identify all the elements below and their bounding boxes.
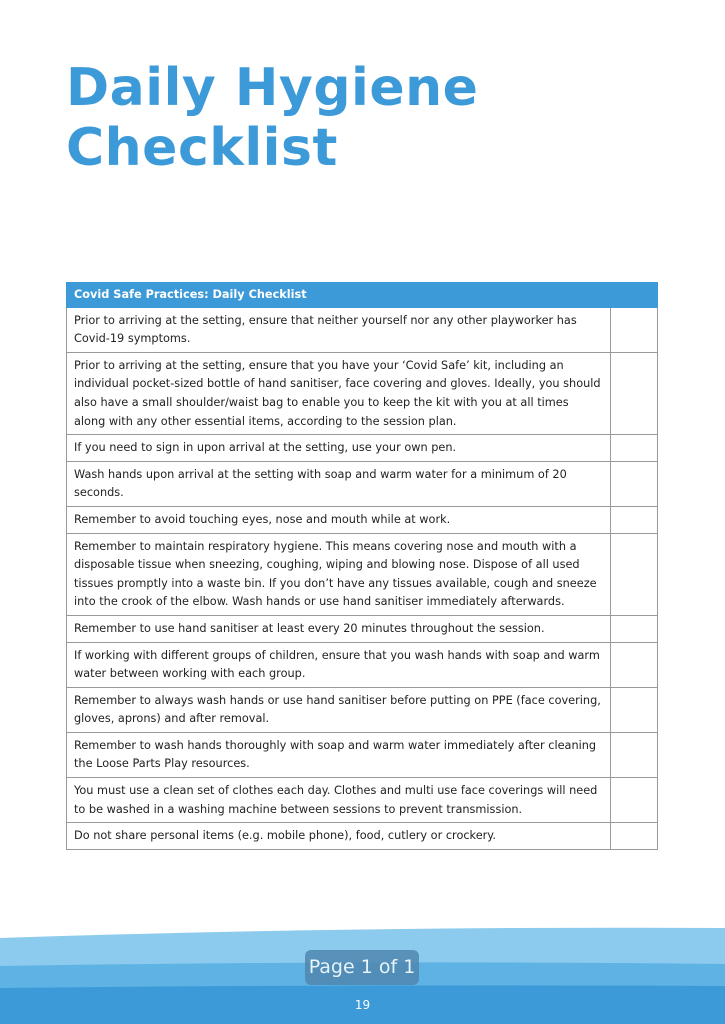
checklist-header-row — [67, 283, 658, 308]
checklist-row — [67, 352, 658, 434]
checklist-row — [67, 506, 658, 533]
checklist-item-text: Remember to use hand sanitiser at least every 20 minutes throughout the session. — [67, 615, 611, 642]
checklist-table — [66, 282, 658, 850]
checklist-checkbox[interactable] — [611, 687, 658, 732]
checklist-checkbox[interactable] — [611, 506, 658, 533]
checklist-checkbox[interactable] — [611, 823, 658, 850]
checklist-row — [67, 435, 658, 462]
checklist-item-text: Wash hands upon arrival at the setting with soap and warm water for a minimum of 20 seconds. — [67, 461, 611, 506]
checklist-checkbox[interactable] — [611, 732, 658, 777]
page-title-line-1: Daily Hygiene — [66, 58, 479, 118]
checklist-row — [67, 687, 658, 732]
page-title — [66, 58, 478, 178]
page-number: 19 — [354, 998, 371, 1012]
checklist-item-text: Prior to arriving at the setting, ensure that neither yourself nor any other playworker has Covid-19 symptoms. — [67, 307, 611, 352]
checklist-item-text: Remember to maintain respiratory hygiene. This means covering nose and mouth with a disposable tissue when sneezing, coughing, wiping and blowing nose. Dispose of all used tissues promptly into a waste bin. If you don’t have any tissues available, cough and sneeze into the crook of the elbow. Wash hands or use hand sanitiser immediately afterwards. — [67, 533, 611, 615]
checklist-item-text: Remember to wash hands thoroughly with soap and warm water immediately after cleaning the Loose Parts Play resources. — [67, 732, 611, 777]
checklist-checkbox[interactable] — [611, 615, 658, 642]
checklist-checkbox[interactable] — [611, 352, 658, 434]
checklist-item-text: Do not share personal items (e.g. mobile phone), food, cutlery or crockery. — [67, 823, 611, 850]
checklist-row — [67, 823, 658, 850]
checklist-row — [67, 533, 658, 615]
page-title-line-2: Checklist — [66, 118, 338, 178]
checklist-checkbox[interactable] — [611, 307, 658, 352]
checklist-checkbox[interactable] — [611, 435, 658, 462]
checklist-checkbox[interactable] — [611, 461, 658, 506]
checklist-item-text: If you need to sign in upon arrival at the setting, use your own pen. — [67, 435, 611, 462]
page-badge: Page 1 of 1 — [305, 950, 419, 985]
checklist-checkbox[interactable] — [611, 533, 658, 615]
checklist-row — [67, 307, 658, 352]
checklist-checkbox[interactable] — [611, 642, 658, 687]
checklist-row — [67, 615, 658, 642]
checklist-row — [67, 778, 658, 823]
checklist-row — [67, 732, 658, 777]
checklist-header: Covid Safe Practices: Daily Checklist — [67, 283, 658, 308]
checklist-item-text: If working with different groups of children, ensure that you wash hands with soap and warm water between working with each group. — [67, 642, 611, 687]
checklist-item-text: Prior to arriving at the setting, ensure that you have your ‘Covid Safe’ kit, including an individual pocket-sized bottle of hand sanitiser, face covering and gloves. Ideally, you should also have a small shoulder/waist bag to enable you to keep the kit with you at all times along with any other essential items, according to the session plan. — [67, 352, 611, 434]
checklist-checkbox[interactable] — [611, 778, 658, 823]
checklist-item-text: Remember to always wash hands or use hand sanitiser before putting on PPE (face covering, gloves, aprons) and after removal. — [67, 687, 611, 732]
checklist-row — [67, 642, 658, 687]
checklist-item-text: Remember to avoid touching eyes, nose and mouth while at work. — [67, 506, 611, 533]
checklist-item-text: You must use a clean set of clothes each day. Clothes and multi use face coverings will need to be washed in a washing machine between sessions to prevent transmission. — [67, 778, 611, 823]
checklist-row — [67, 461, 658, 506]
